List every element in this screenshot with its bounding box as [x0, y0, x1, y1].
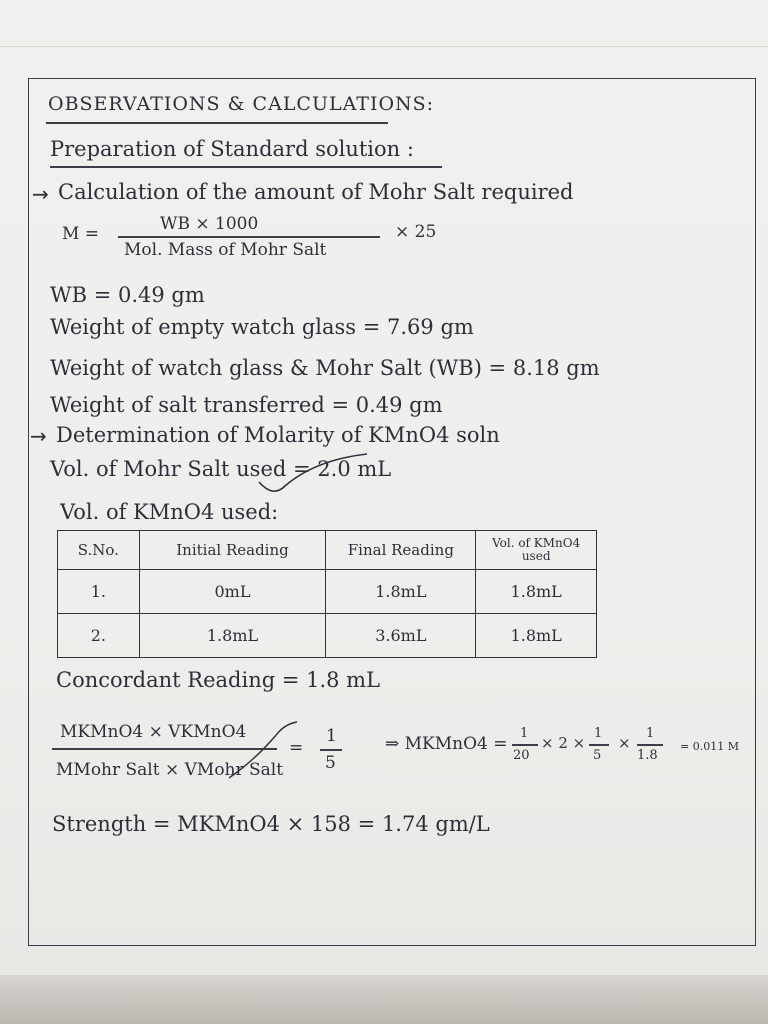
- fraction1-bar: [512, 744, 538, 746]
- formula-lhs: M =: [62, 224, 100, 244]
- title-underline: [46, 122, 388, 124]
- page-bottom-edge: [0, 975, 768, 1024]
- table-header-row: [58, 531, 597, 570]
- times-operator: ×: [618, 734, 631, 752]
- page-top-rule: [0, 46, 768, 47]
- formula-multiplier: × 25: [395, 222, 437, 242]
- equation-equals: =: [289, 738, 304, 758]
- table-cell: 1.: [58, 570, 140, 614]
- table-cell: 0mL: [139, 570, 326, 614]
- table-row: [58, 614, 597, 658]
- subtitle-underline: [50, 166, 442, 168]
- strength-result: Strength = MKMnO4 × 158 = 1.74 gm/L: [52, 812, 490, 836]
- vol-kmno4-label: Vol. of KMnO4 used:: [60, 500, 279, 524]
- concordant-reading: Concordant Reading = 1.8 mL: [56, 668, 381, 692]
- fraction3-numerator: 1: [646, 726, 655, 741]
- equation-denominator: MMohr Salt × VMohr Salt: [56, 760, 284, 780]
- ratio-fraction-bar: [320, 749, 342, 751]
- table-cell: 1.8mL: [476, 570, 597, 614]
- equation-numerator: MKMnO4 × VKMnO4: [60, 722, 247, 742]
- section-title: Preparation of Standard solution :: [50, 137, 414, 161]
- table-cell: 3.6mL: [326, 614, 476, 658]
- table-cell: 1.8mL: [326, 570, 476, 614]
- table-cell: 1.8mL: [476, 614, 597, 658]
- col-header: Final Reading: [326, 531, 476, 570]
- col-header: Vol. of KMnO4 used: [476, 531, 597, 570]
- table-cell: 1.8mL: [139, 614, 326, 658]
- times-operator: × 2 ×: [541, 734, 586, 752]
- formula-denominator: Mol. Mass of Mohr Salt: [124, 240, 327, 260]
- fraction3-bar: [637, 744, 663, 746]
- empty-glass-weight: Weight of empty watch glass = 7.69 gm: [50, 315, 474, 339]
- fraction2-bar: [589, 744, 609, 746]
- fraction2-numerator: 1: [594, 726, 603, 741]
- ratio-denominator: 5: [325, 753, 336, 773]
- implies-molarity: ⇒ MKMnO4 =: [385, 734, 508, 754]
- fraction2-denominator: 5: [593, 748, 602, 763]
- fraction3-denominator: 1.8: [637, 748, 658, 763]
- col-header: S.No.: [58, 531, 140, 570]
- vol-mohr-used: Vol. of Mohr Salt used = 2.0 mL: [50, 457, 392, 481]
- table-row: [58, 570, 597, 614]
- arrow-icon: →: [30, 424, 47, 448]
- fraction1-denominator: 20: [513, 748, 530, 763]
- tick-mark-icon: [255, 452, 375, 498]
- page-title: OBSERVATIONS & CALCULATIONS:: [48, 93, 435, 115]
- fraction1-numerator: 1: [520, 726, 529, 741]
- col-header: Initial Reading: [139, 531, 326, 570]
- wb-value: WB = 0.49 gm: [50, 283, 205, 307]
- readings-table: [57, 530, 597, 658]
- formula-numerator: WB × 1000: [160, 214, 259, 234]
- formula-fraction-bar: [118, 236, 380, 238]
- table-cell: 2.: [58, 614, 140, 658]
- salt-transferred-weight: Weight of salt transferred = 0.49 gm: [50, 393, 443, 417]
- ratio-numerator: 1: [326, 726, 337, 746]
- arrow-icon: →: [32, 182, 49, 206]
- molarity-heading: Determination of Molarity of KMnO4 soln: [56, 423, 500, 447]
- molarity-result: = 0.011 M: [680, 740, 739, 753]
- calc-heading: Calculation of the amount of Mohr Salt required: [58, 180, 574, 204]
- glass-salt-weight: Weight of watch glass & Mohr Salt (WB) = 8.18 gm: [50, 356, 600, 380]
